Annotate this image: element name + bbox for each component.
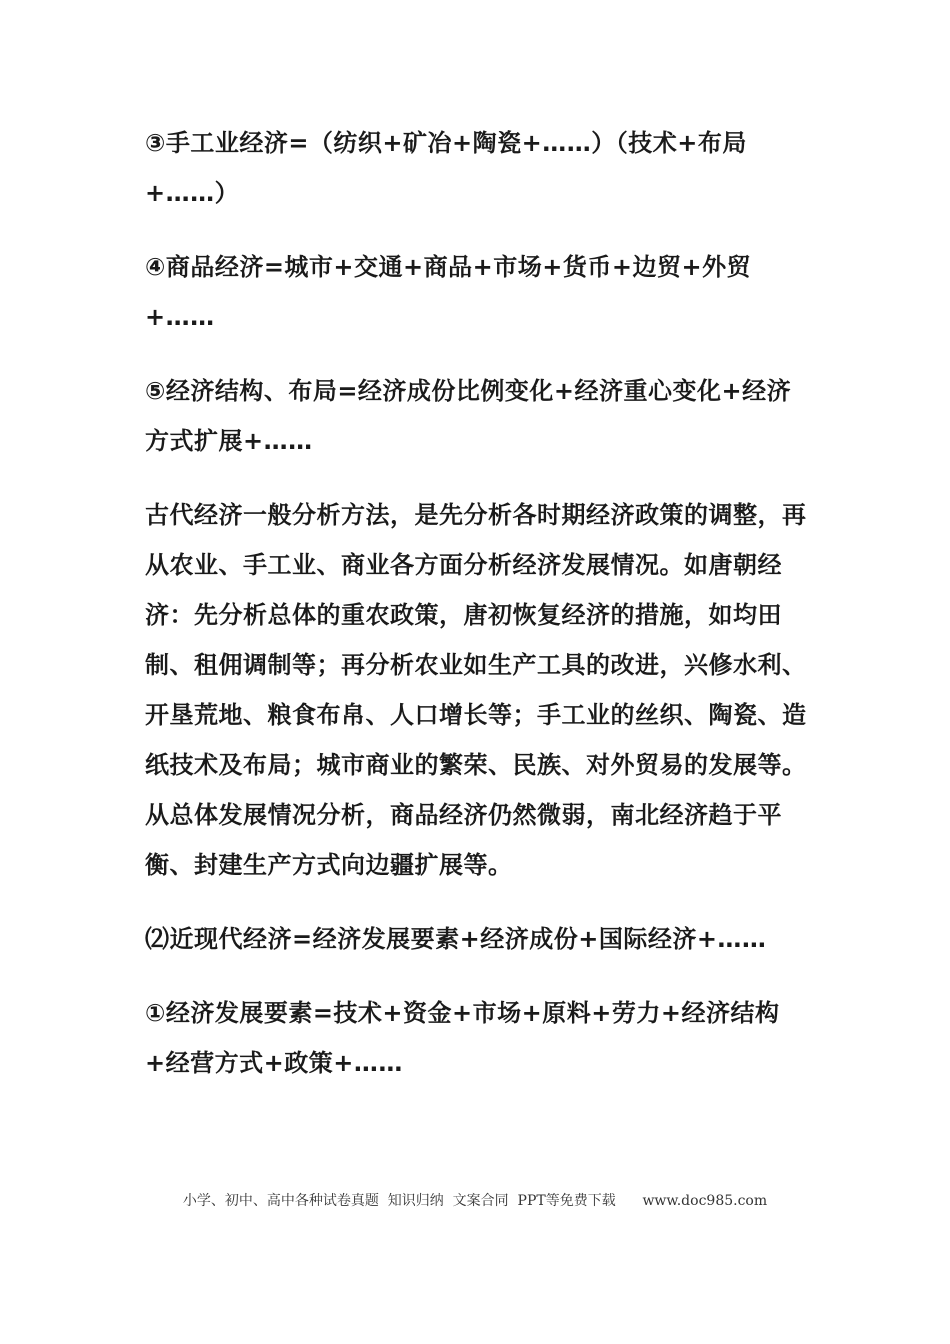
paragraph-economic-structure: ⑤经济结构、布局=经济成份比例变化+经济重心变化+经济方式扩展+…… bbox=[145, 377, 792, 455]
paragraph-commodity-economy: ④商品经济=城市+交通+商品+市场+货币+边贸+外贸+…… bbox=[145, 253, 752, 331]
document-body bbox=[145, 118, 815, 1112]
paragraph-handicraft-economy: ③手工业经济=（纺织+矿冶+陶瓷+……）（技术+布局+……） bbox=[145, 129, 747, 207]
paragraph-modern-economy: ⑵近现代经济=经济发展要素+经济成份+国际经济+…… bbox=[145, 925, 767, 953]
paragraph-analysis-method: 古代经济一般分析方法，是先分析各时期经济政策的调整，再从农业、手工业、商业各方面分析经济发展情况。如唐朝经济：先分析总体的重农政策，唐初恢复经济的措施，如均田制、租佣调制等；再分析农业如生产工具的改进，兴修水利、开垦荒地、粮食布帛、人口增长等；手工业的丝织、陶瓷、造纸技术及布局；城市商业的繁荣、民族、对外贸易的发展等。从总体发展情况分析，商品经济仍然微弱，南北经济趋于平衡、封建生产方式向边疆扩展等。 bbox=[145, 501, 807, 879]
paragraph-development-factors: ①经济发展要素=技术+资金+市场+原料+劳力+经济结构+经营方式+政策+…… bbox=[145, 999, 780, 1077]
page-footer: 小学、初中、高中各种试卷真题 知识归纳 文案合同 PPT等免费下载 www.doc985.com bbox=[182, 1193, 768, 1209]
